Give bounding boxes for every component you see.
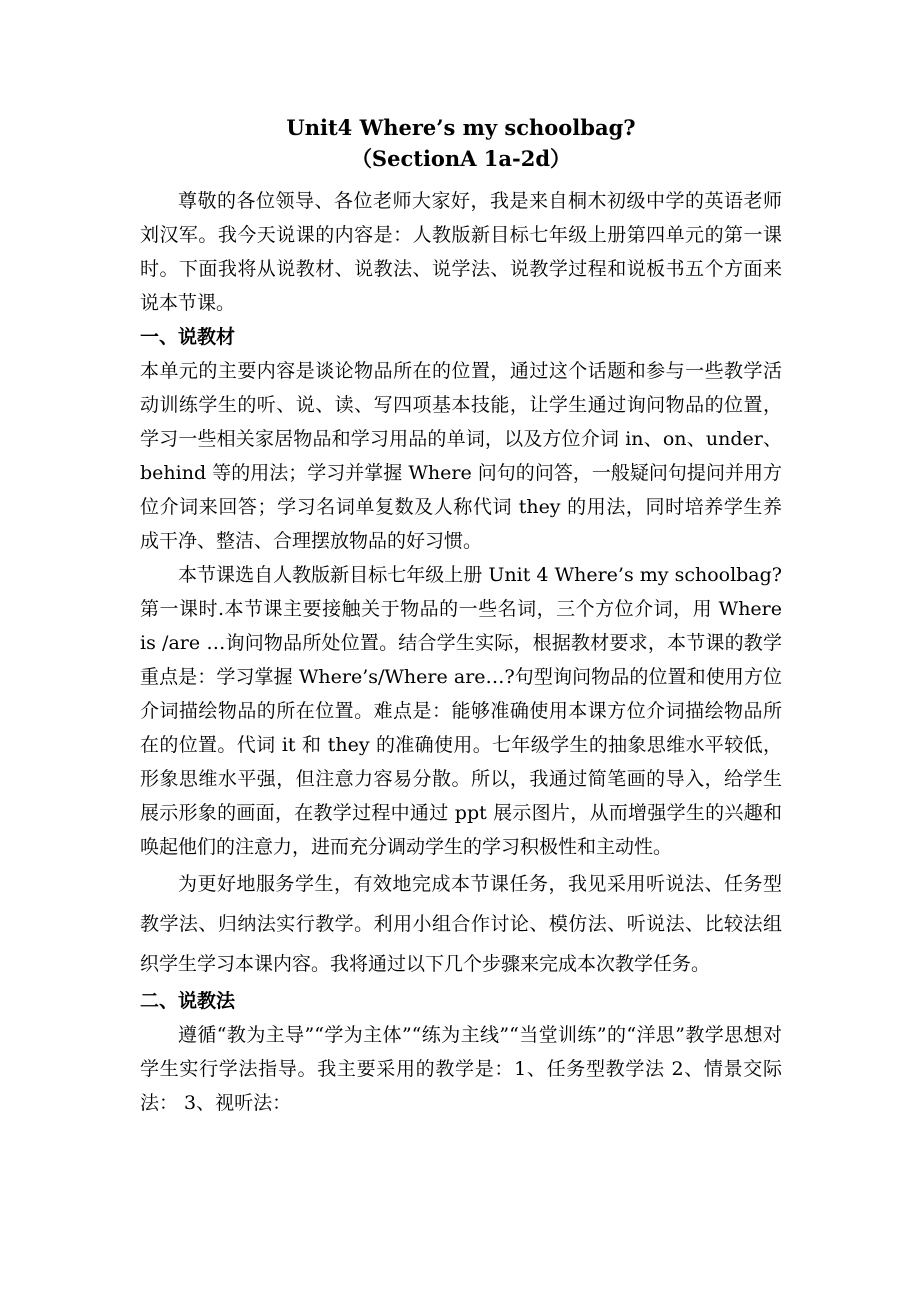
section2-paragraph-1: 遵循“教为主导”“学为主体”“练为主线”“当堂训练”的“洋思”教学思想对学生实行学法指导。我主要采用的教学是：1、任务型教学法 2、情景交际法： 3、视听法： (140, 1024, 782, 1114)
document-subtitle: （SectionA 1a-2d） (350, 146, 572, 171)
section1-paragraph-2: 本节课选自人教版新目标七年级上册 Unit 4 Where’s my schoolbag?第一课时.本节课主要接触关于物品的一些名词，三个方位介词，用 Where is /are …询问物品所处位置。结合学生实际，根据教材要求，本节课的教学重点是：学习掌握 Where’s/Where are…?句型询问物品的位置和使用方位介词描绘物品的所在位置。难点是：能够准确使用本课方位介词描绘物品所在的位置。代词 it 和 they 的准确使用。七年级学生的抽象思维水平较低，形象思维水平强，但注意力容易分散。所以，我通过简笔画的导入，给学生展示形象的画面，在教学过程中通过 ppt 展示图片，从而增强学生的兴趣和唤起他们的注意力，进而充分调动学生的学习积极性和主动性。 (140, 564, 782, 858)
section1-heading: 一、说教材 (140, 326, 236, 348)
intro-paragraph: 尊敬的各位领导、各位老师大家好，我是来自桐木初级中学的英语老师刘汉军。我今天说课的内容是：人教版新目标七年级上册第四单元的第一课时。下面我将从说教材、说教法、说学法、说教学过程和说板书五个方面来说本节课。 (140, 190, 782, 314)
document-page (140, 112, 782, 1120)
document-title: Unit4 Where’s my schoolbag? (286, 115, 636, 140)
section1-paragraph-1: 本单元的主要内容是谈论物品所在的位置，通过这个话题和参与一些教学活动训练学生的听、说、读、写四项基本技能，让学生通过询问物品的位置，学习一些相关家居物品和学习用品的单词，以及方位介词 in、on、under、behind 等的用法；学习并掌握 Where 问句的问答，一般疑问句提问并用方位介词来回答；学习名词单复数及人称代词 they 的用法，同时培养学生养成干净、整洁、合理摆放物品的好习惯。 (140, 360, 782, 552)
section2-heading: 二、说教法 (140, 990, 236, 1012)
section1-paragraph-3: 为更好地服务学生，有效地完成本节课任务，我见采用听说法、任务型教学法、归纳法实行教学。利用小组合作讨论、模仿法、听说法、比较法组织学生学习本课内容。我将通过以下几个步骤来完成本次教学任务。 (140, 873, 782, 975)
